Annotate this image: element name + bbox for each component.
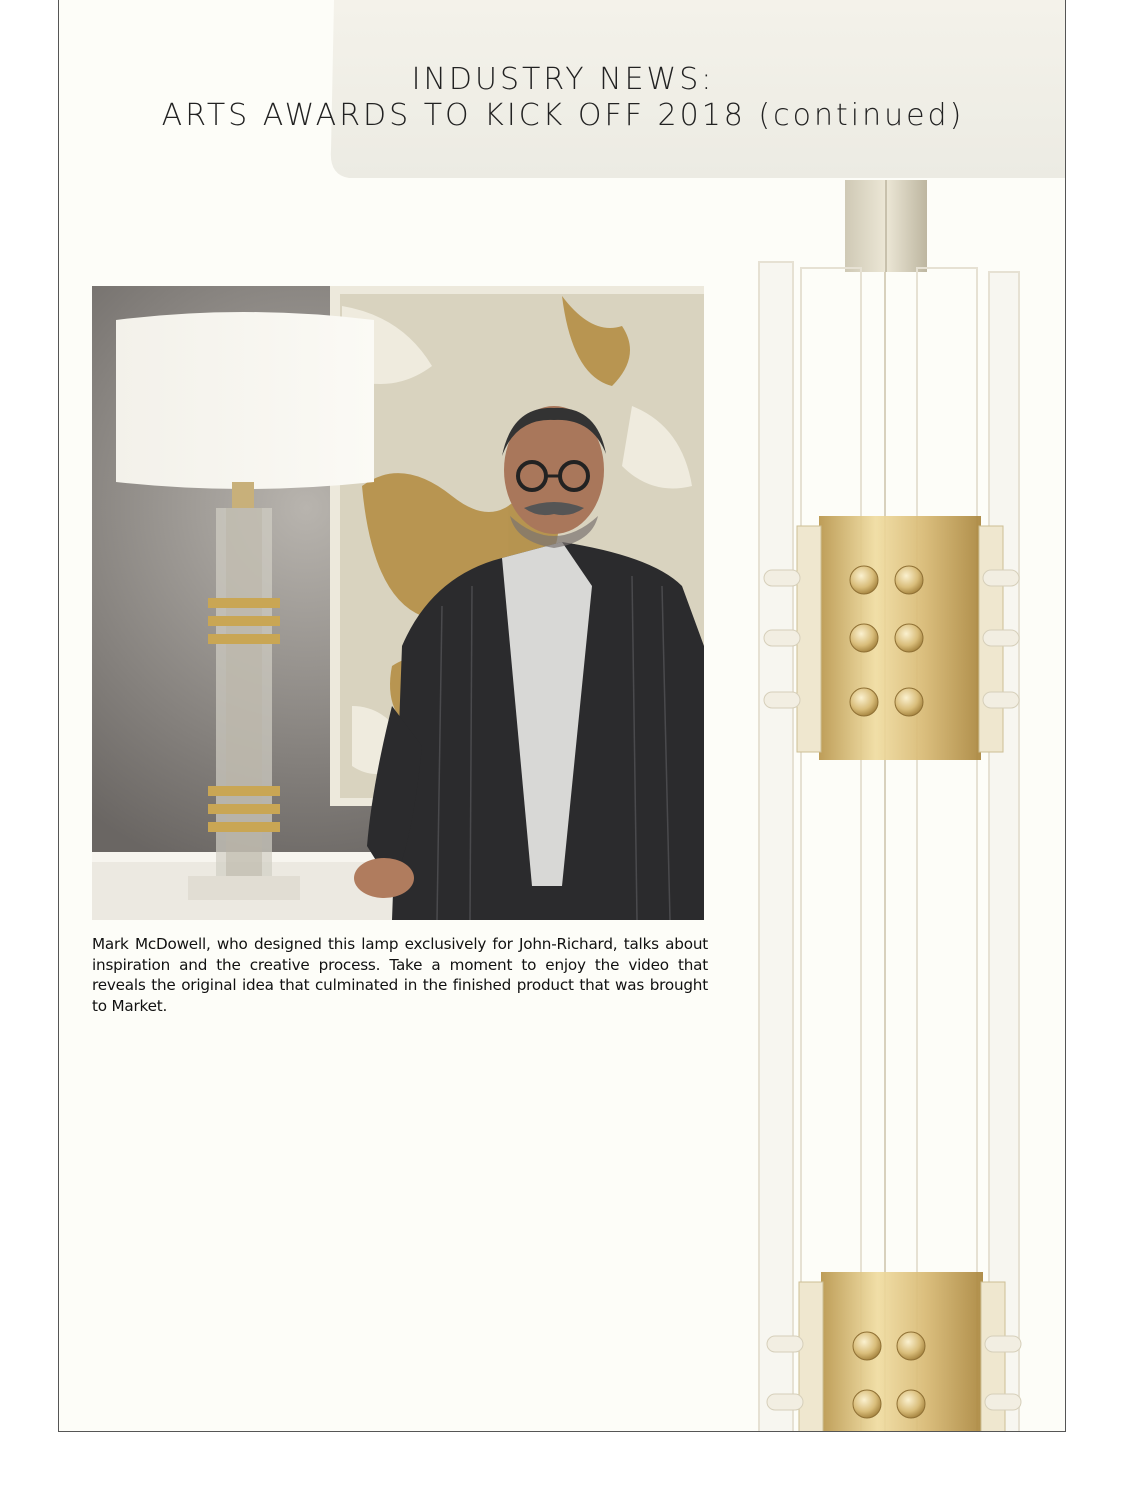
page-headline	[59, 62, 1066, 134]
headline-line-2: ARTS AWARDS TO KICK OFF 2018 (continued)	[161, 98, 965, 133]
designer-photo	[92, 286, 704, 920]
headline-line-1: INDUSTRY NEWS:	[411, 62, 715, 97]
page-frame	[58, 0, 1066, 1432]
photo-caption: Mark McDowell, who designed this lamp exclusively for John-Richard, talks about inspiration and the creative process. Take a moment to enjoy the video that reveals the original idea that culminated in the finished product that was brought to Market.	[92, 935, 708, 1015]
